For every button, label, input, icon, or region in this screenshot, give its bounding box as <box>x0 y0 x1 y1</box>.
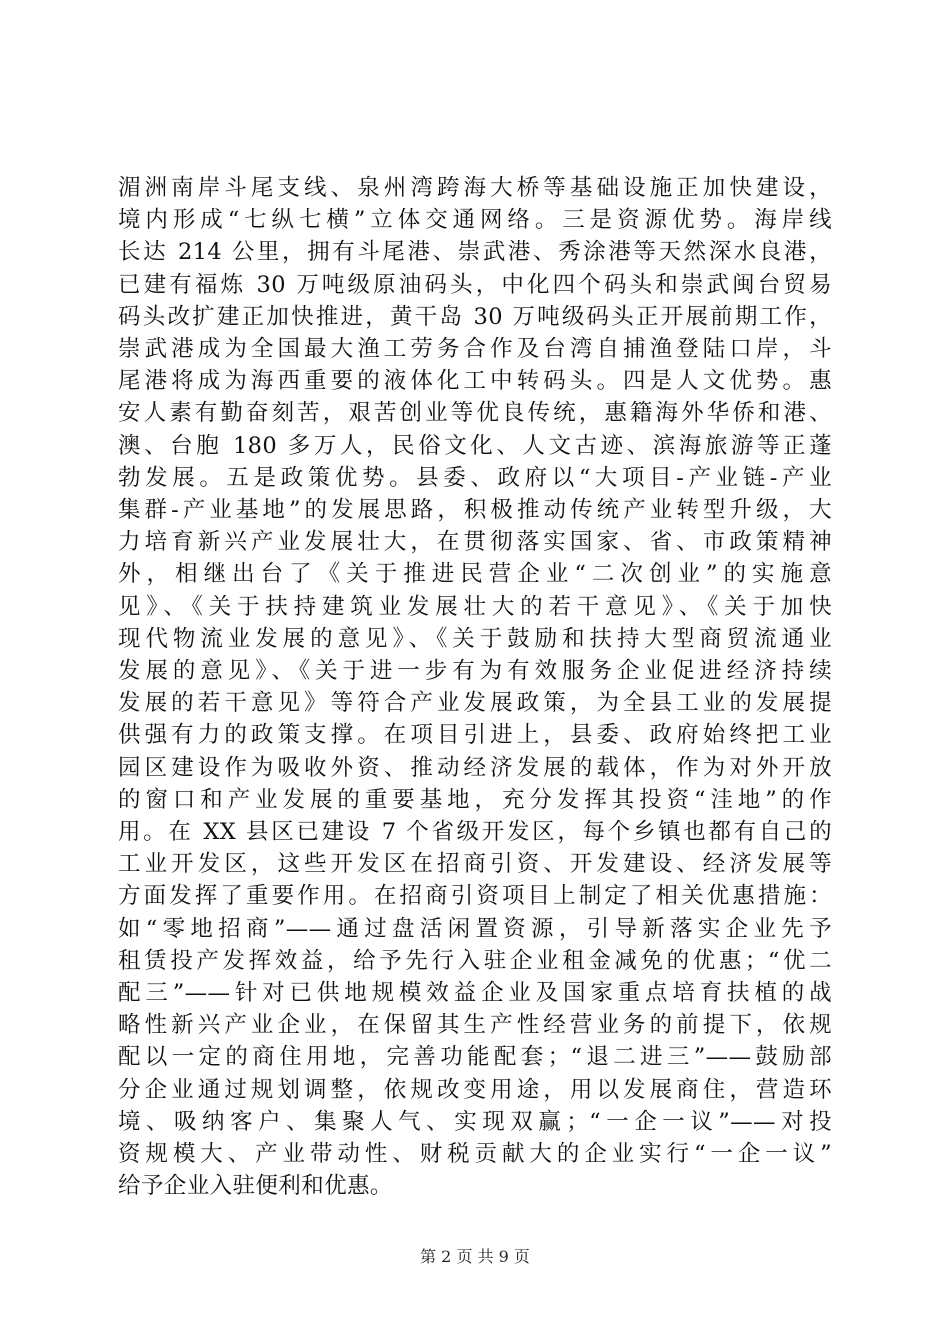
text-line: 尾港将成为海西重要的液体化工中转码头。四是人文优势。惠 <box>118 368 832 395</box>
page-number-footer: 第 2 页 共 9 页 <box>420 1247 530 1266</box>
text-line: 安人素有勤奋刻苦，艰苦创业等优良传统，惠籍海外华侨和港、 <box>118 400 832 427</box>
text-line: 略性新兴产业企业，在保留其生产性经营业务的前提下，依规 <box>118 1012 832 1039</box>
text-line: 发展的意见》、《关于进一步有为有效服务企业促进经济持续 <box>118 658 832 685</box>
text-line: 发展的若干意见》等符合产业发展政策，为全县工业的发展提 <box>118 690 832 717</box>
text-line: 的窗口和产业发展的重要基地，充分发挥其投资“洼地”的作 <box>118 786 832 813</box>
text-line: 湄洲南岸斗尾支线、泉州湾跨海大桥等基础设施正加快建设， <box>118 175 832 201</box>
text-line: 工业开发区，这些开发区在招商引资、开发建设、经济发展等 <box>118 851 832 878</box>
text-line: 境内形成“七纵七横”立体交通网络。三是资源优势。海岸线 <box>118 207 832 234</box>
text-line: 码头改扩建正加快推进，黄干岛 30 万吨级码头正开展前期工作， <box>118 303 832 330</box>
text-line: 外，相继出台了《关于推进民营企业“二次创业”的实施意 <box>118 561 832 588</box>
text-line: 如“零地招商”——通过盘活闲置资源，引导新落实企业先予 <box>118 915 832 942</box>
text-line: 用。在 XX 县区已建设 7 个省级开发区，每个乡镇也都有自己的 <box>118 819 832 846</box>
text-line: 力培育新兴产业发展壮大，在贯彻落实国家、省、市政策精神 <box>118 529 832 556</box>
text-line: 澳、台胞 180 多万人，民俗文化、人文古迹、滨海旅游等正蓬 <box>118 432 832 459</box>
text-line: 配三”——针对已供地规模效益企业及国家重点培育扶植的战 <box>118 980 832 1007</box>
text-line: 给予企业入驻便利和优惠。 <box>118 1173 393 1200</box>
text-line: 现代物流业发展的意见》、《关于鼓励和扶持大型商贸流通业 <box>118 625 832 652</box>
text-line: 长达 214 公里，拥有斗尾港、崇武港、秀涂港等天然深水良港， <box>118 239 832 266</box>
text-line: 供强有力的政策支撑。在项目引进上，县委、政府始终把工业 <box>118 722 832 749</box>
text-line: 资规模大、产业带动性、财税贡献大的企业实行“一企一议” <box>118 1141 832 1168</box>
text-line: 配以一定的商住用地，完善功能配套；“退二进三”——鼓励部 <box>118 1044 832 1071</box>
text-line: 勃发展。五是政策优势。县委、政府以“大项目-产业链-产业 <box>118 464 832 491</box>
text-line: 方面发挥了重要作用。在招商引资项目上制定了相关优惠措施： <box>118 883 832 910</box>
text-line: 境、吸纳客户、集聚人气、实现双赢；“一企一议”——对投 <box>118 1108 832 1135</box>
body-text <box>118 172 832 1203</box>
text-line: 已建有福炼 30 万吨级原油码头，中化四个码头和崇武闽台贸易 <box>118 271 832 298</box>
text-line: 见》、《关于扶持建筑业发展壮大的若干意见》、《关于加快 <box>118 593 832 620</box>
text-line: 集群-产业基地”的发展思路，积极推动传统产业转型升级，大 <box>118 497 832 524</box>
text-line: 崇武港成为全国最大渔工劳务合作及台湾自捕渔登陆口岸，斗 <box>118 336 832 363</box>
text-line: 租赁投产发挥效益，给予先行入驻企业租金减免的优惠；“优二 <box>118 947 832 974</box>
text-line: 园区建设作为吸收外资、推动经济发展的载体，作为对外开放 <box>118 754 832 781</box>
text-line: 分企业通过规划调整，依规改变用途，用以发展商住，营造环 <box>118 1076 832 1103</box>
